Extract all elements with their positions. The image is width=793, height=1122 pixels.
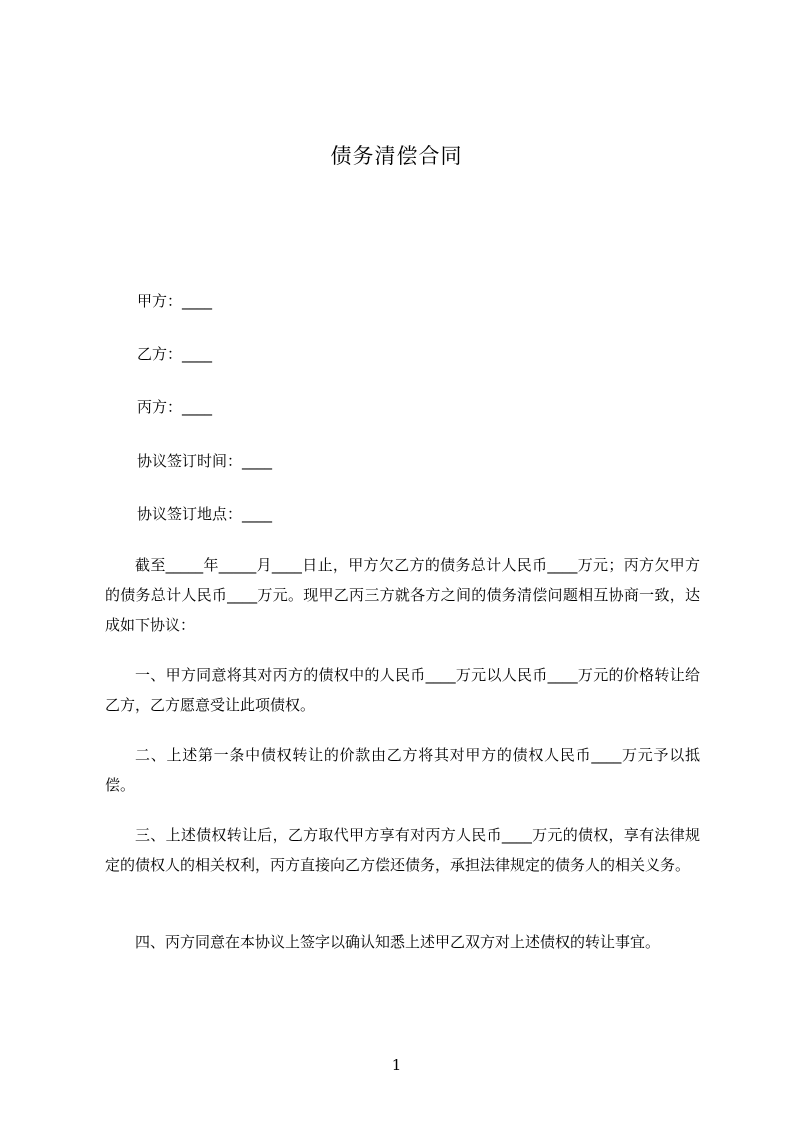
- intro-paragraph: 截至_____年_____月____日止，甲方欠乙方的债务总计人民币____万元；丙方欠甲方的债务总计人民币____万元。现甲乙丙三方就各方之间的债务清偿问题相互协商一致，达成如下协议：: [105, 556, 700, 634]
- party-b-field: 乙方：____: [137, 345, 213, 363]
- party-c-field: 丙方：____: [137, 398, 213, 416]
- clause-4-paragraph: 四、丙方同意在本协议上签字以确认知悉上述甲乙双方对上述债权的转让事宜。: [135, 933, 661, 951]
- signing-time-field: 协议签订时间：____: [137, 452, 273, 470]
- page-number: 1: [391, 1056, 402, 1074]
- document-title: 债务清偿合同: [330, 144, 463, 168]
- clause-1-paragraph: 一、甲方同意将其对丙方的债权中的人民币____万元以人民币____万元的价格转让给乙方，乙方愿意受让此项债权。: [105, 666, 700, 714]
- signing-place-field: 协议签订地点：____: [137, 505, 273, 523]
- party-a-field: 甲方：____: [137, 292, 213, 310]
- clause-2-paragraph: 二、上述第一条中债权转让的价款由乙方将其对甲方的债权人民币____万元予以抵偿。: [105, 746, 700, 794]
- clause-3-paragraph: 三、上述债权转让后，乙方取代甲方享有对丙方人民币____万元的债权，享有法律规定的债权人的相关权利，丙方直接向乙方偿还债务，承担法律规定的债务人的相关义务。: [105, 826, 700, 874]
